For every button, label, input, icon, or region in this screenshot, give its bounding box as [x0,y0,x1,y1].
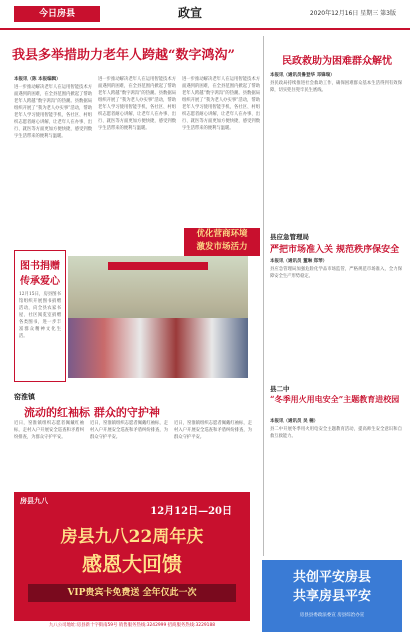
lead-text-col1: 进一步推动解决老年人在运用智能技术方面遇到的困难，在全县范围内掀起了帮助老年人跨越“数字鸿沟”的热潮。县数据局组织开展了“我为老人办实事”活动，帮助老年人学习使用智能手机，各社区、村组织志愿者耐心讲解，让老年人在办事、出行、就医等方面更加方便快捷，感受到数字生活带来的便利与温暖。 [14,85,92,139]
bottom-text-col3: 近日，窑淮镇组织志愿者佩戴红袖标，走村入户开展安全巡查和矛盾纠纷排查，为群众守护平安。 [174,421,252,440]
business-line2: 激发市场活力 [196,242,248,252]
bottom-kicker: 窑淮镇 [14,393,35,401]
right-low-text: 县二中开展冬季用火用电安全主题教育活动，提高师生安全意识和自救互救能力。 [270,427,402,439]
sidebar-box [14,250,66,382]
section-title: 政宣 [178,6,203,20]
bottom-text-col2: 近日，窑淮镇组织志愿者佩戴红袖标，走村入户开展安全巡查和矛盾纠纷排查，为群众守护平安。 [90,421,168,440]
advertisement [14,492,250,631]
lead-headline: 我县多举措助力老年人跨越“数字鸿沟” [12,48,235,63]
ad-footer: 九八公司地址:房县新十字街南59号 销售服务热线:3242999 招商服务热线:3229188 [14,621,250,631]
business-line1: 优化营商环境 [196,229,248,239]
bottom-text-col1: 近日，窑淮镇组织志愿者佩戴红袖标，走村入户开展安全巡查和矛盾纠纷排查，为群众守护平安。 [14,421,84,440]
bottom-headline: 流动的红袖标 群众的守护神 [24,406,160,419]
ad-dates: 12月12日—20日 [150,506,232,517]
right-low-kicker: 县二中 [270,385,290,393]
news-photo [68,256,248,378]
lead-byline: 本报讯（陈 本报编辑） [14,77,61,82]
right-top-text: 县民政局持续推进社会救助工作，确保困难群众基本生活得到有效保障，切实兜住兜牢民生底线。 [270,81,402,93]
issue-date: 2020年12月16日 星期三 第3版 [309,10,396,17]
right-top-byline: 本报讯（通讯员鲁登华 邓锋瑞） [270,73,335,78]
ad-brand: 房县九八 [20,497,48,505]
right-mid-byline: 本报讯（通讯员 董琳 郑琴） [270,259,328,264]
masthead [0,0,410,30]
photo-people [68,318,248,378]
lead-text-col2: 进一步推动解决老年人在运用智能技术方面遇到的困难，在全县范围内掀起了帮助老年人跨越“数字鸿沟”的热潮。县数据局组织开展了“我为老人办实事”活动，帮助老年人学习使用智能手机，各社区、村组织志愿者耐心讲解，让老年人在办事、出行、就医等方面更加方便快捷，感受到数字生活带来的便利与温暖。 [98,77,176,131]
photo-banner [108,262,208,270]
sidebar-text: 12月15日，房县图书馆组织开展图书捐赠活动，向全县农家书屋、社区阅览室捐赠各类图书，进一步丰富群众精神文化生活。 [19,292,61,339]
ad-title1: 房县九八22周年庆 [60,527,204,547]
newspaper-logo: 今日房县 [14,6,100,22]
right-low-byline: 本报讯（通讯员 吴 楠） [270,419,319,424]
promo-line2: 共享房县平安 [292,589,371,604]
promo-banner [262,560,402,632]
promo-footer: 房县县委政法委宣 房县综治办宣 [299,613,365,618]
ad-strip: VIP贵宾卡免费送 全年仅此一次 [28,584,236,602]
ad-title2: 感恩大回馈 [82,552,182,576]
promo-line1: 共创平安房县 [292,570,371,585]
sidebar-line2: 传承爱心 [20,276,60,287]
right-mid-kicker: 县应急管理局 [270,233,309,241]
right-mid-headline: 严把市场准入关 规范秩序保安全 [270,245,400,255]
right-top-headline: 民政救助为困难群众解忧 [282,56,392,67]
sidebar-line1: 图书捐赠 [20,261,60,272]
business-box [184,228,260,256]
lead-text-col3: 进一步推动解决老年人在运用智能技术方面遇到的困难，在全县范围内掀起了帮助老年人跨越“数字鸿沟”的热潮。县数据局组织开展了“我为老人办实事”活动，帮助老年人学习使用智能手机，各社区、村组织志愿者耐心讲解，让老年人在办事、出行、就医等方面更加方便快捷，感受到数字生活带来的便利与温暖。 [182,77,260,131]
right-mid-text: 县应急管理局加强危险化学品市场监管，严格规范市场准入，全力保障安全生产形势稳定。 [270,267,402,279]
column-divider [263,36,264,556]
right-low-headline: “冬季用火用电安全”主题教育进校园 [270,394,400,404]
